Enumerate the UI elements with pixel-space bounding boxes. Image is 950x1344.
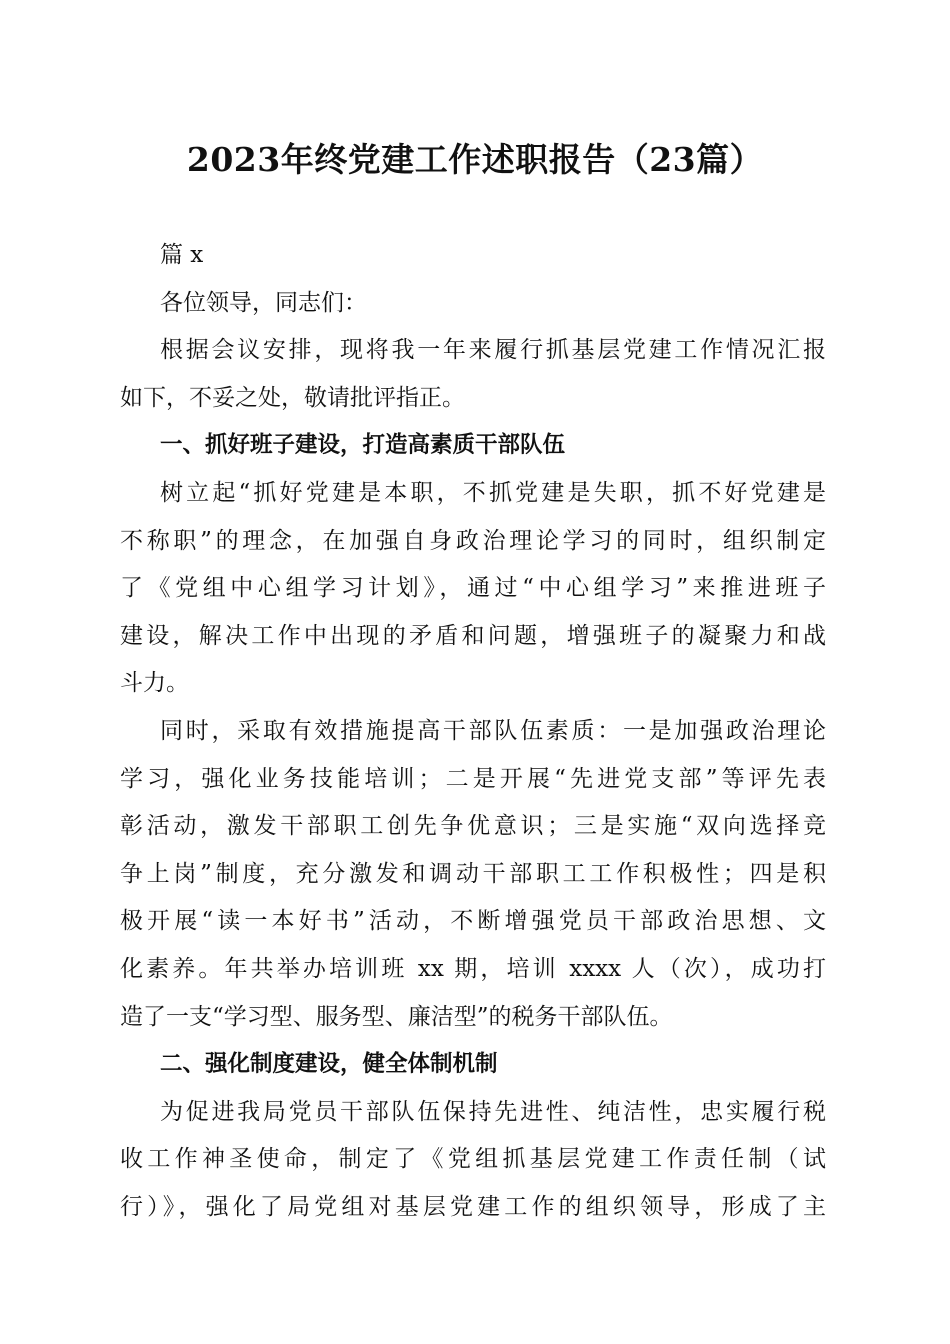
paragraph-line: 篇 x xyxy=(160,242,204,268)
paragraph-line: 树立起“抓好党建是本职，不抓党建是失职，抓不好党建是 xyxy=(160,479,826,506)
paragraph-line: 极开展“读一本好书”活动，不断增强党员干部政治思想、文 xyxy=(120,908,826,935)
document-body xyxy=(120,232,826,1231)
paragraph-line: 根据会议安排，现将我一年来履行抓基层党建工作情况汇报 xyxy=(160,337,826,364)
paragraph-line: 建设，解决工作中出现的矛盾和问题，增强班子的凝聚力和战 xyxy=(120,622,826,649)
paragraph-line: 如下，不妥之处，敬请批评指正。 xyxy=(120,384,465,411)
section-heading: 二、强化制度建设，健全体制机制 xyxy=(160,1051,498,1078)
paragraph-line: 斗力。 xyxy=(120,670,189,697)
paragraph-line: 了《党组中心组学习计划》，通过“中心组学习”来推进班子 xyxy=(120,575,826,602)
paragraph-line: 不称职”的理念，在加强自身政治理论学习的同时，组织制定 xyxy=(120,527,826,554)
paragraph-line: 造了一支“学习型、服务型、廉洁型”的税务干部队伍。 xyxy=(120,1003,673,1030)
paragraph-line: 化素养。年共举办培训班 xx 期，培训 xxxx 人（次），成功打 xyxy=(120,955,826,982)
section-heading: 一、抓好班子建设，打造高素质干部队伍 xyxy=(160,432,566,459)
paragraph-line: 学习，强化业务技能培训；二是开展“先进党支部”等评先表 xyxy=(120,765,826,792)
paragraph-line: 为促进我局党员干部队伍保持先进性、纯洁性，忠实履行税 xyxy=(160,1098,826,1125)
document-title: 2023年终党建工作述职报告（23篇） xyxy=(186,140,764,179)
paragraph-line: 同时，采取有效措施提高干部队伍素质：一是加强政治理论 xyxy=(160,717,826,744)
paragraph-line: 彰活动，激发干部职工创先争优意识；三是实施“双向选择竞 xyxy=(120,813,826,840)
paragraph-line: 争上岗”制度，充分激发和调动干部职工工作积极性；四是积 xyxy=(120,860,826,887)
paragraph-line: 收工作神圣使命，制定了《党组抓基层党建工作责任制（试 xyxy=(120,1146,826,1173)
paragraph-line: 各位领导，同志们： xyxy=(160,289,367,316)
paragraph-line: 行）》，强化了局党组对基层党建工作的组织领导，形成了主 xyxy=(120,1193,826,1220)
